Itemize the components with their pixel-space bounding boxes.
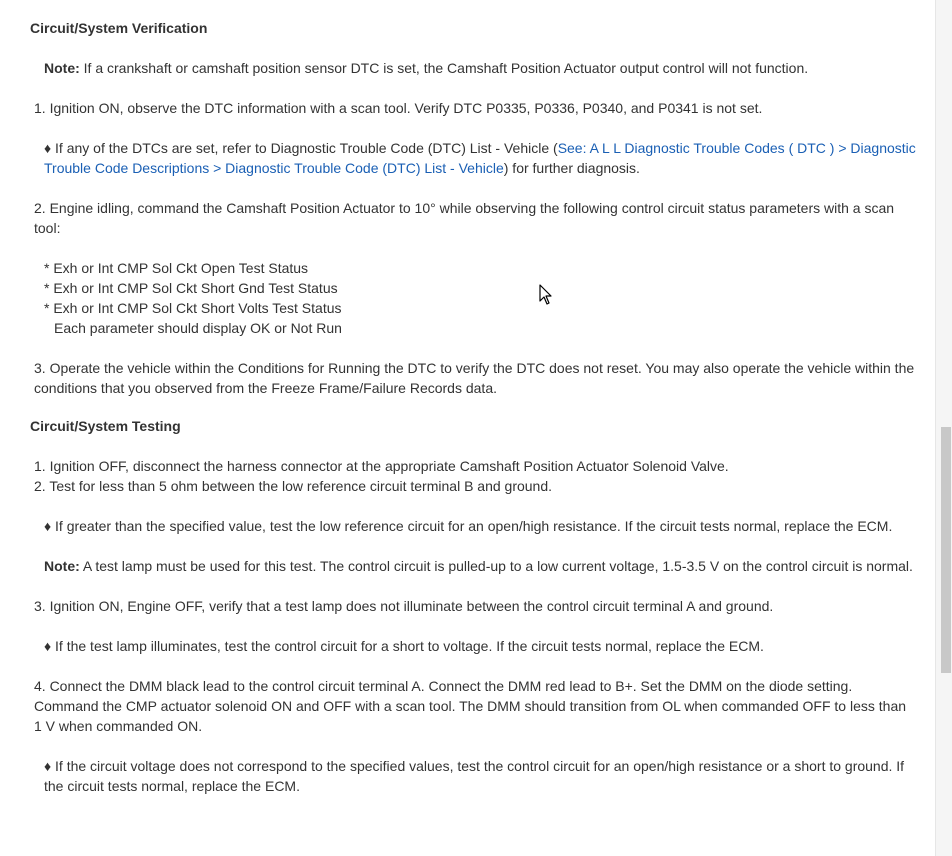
param-item: * Exh or Int CMP Sol Ckt Open Test Status bbox=[44, 260, 309, 276]
document-content bbox=[30, 0, 916, 796]
testing-step-3: 3. Ignition ON, Engine OFF, verify that a test lamp does not illuminate between the control circuit terminal A and ground. bbox=[34, 598, 774, 614]
bullet-text-end: ) for further diagnosis. bbox=[503, 160, 640, 176]
param-item: * Exh or Int CMP Sol Ckt Short Gnd Test Status bbox=[44, 280, 338, 296]
testing-step-2-bullet: ♦ If greater than the specified value, test the low reference circuit for an open/high resistance. If the circuit tests normal, replace the ECM. bbox=[44, 518, 893, 534]
note-text: If a crankshaft or camshaft position sensor DTC is set, the Camshaft Position Actuator output control will not function. bbox=[79, 60, 809, 76]
note-label: Note: bbox=[44, 558, 80, 574]
scrollbar-thumb[interactable] bbox=[941, 427, 951, 673]
note-test-lamp bbox=[30, 556, 916, 576]
verification-step-1-bullet bbox=[30, 138, 916, 178]
verification-step-1: 1. Ignition ON, observe the DTC information with a scan tool. Verify DTC P0335, P0336, P0340, and P0341 is not set. bbox=[34, 100, 763, 116]
verification-step-3: 3. Operate the vehicle within the Conditions for Running the DTC to verify the DTC does not reset. You may also operate the vehicle within the conditions that you observed from the Freeze Frame/Failure Records data. bbox=[34, 360, 915, 396]
note-crank-cam bbox=[30, 58, 916, 78]
note-label: Note: bbox=[44, 60, 80, 76]
mouse-cursor-icon bbox=[539, 284, 553, 306]
params-note: Each parameter should display OK or Not Run bbox=[54, 320, 342, 336]
note-text: A test lamp must be used for this test. The control circuit is pulled-up to a low current voltage, 1.5-3.5 V on the control circuit is normal. bbox=[79, 558, 913, 574]
testing-step-3-bullet: ♦ If the test lamp illuminates, test the control circuit for a short to voltage. If the circuit tests normal, replace the ECM. bbox=[44, 638, 764, 654]
vertical-scrollbar[interactable] bbox=[935, 0, 952, 856]
section-heading-verification: Circuit/System Verification bbox=[30, 20, 208, 36]
testing-step-4-bullet: ♦ If the circuit voltage does not correspond to the specified values, test the control circuit for an open/high resistance or a short to ground. If the circuit tests normal, replace the ECM. bbox=[44, 758, 905, 794]
testing-step-2: 2. Test for less than 5 ohm between the low reference circuit terminal B and ground. bbox=[34, 478, 553, 494]
testing-step-4: 4. Connect the DMM black lead to the control circuit terminal A. Connect the DMM red lead to B+. Set the DMM on the diode setting. Command the CMP actuator solenoid ON and OFF with a scan tool. The DMM should transition from OL when commanded OFF to less than 1 V when commanded ON. bbox=[34, 678, 907, 734]
verification-step-2: 2. Engine idling, command the Camshaft Position Actuator to 10° while observing the following control circuit status parameters with a scan tool: bbox=[34, 200, 895, 236]
param-item: * Exh or Int CMP Sol Ckt Short Volts Test Status bbox=[44, 300, 342, 316]
section-heading-testing: Circuit/System Testing bbox=[30, 418, 181, 434]
dtc-list-link[interactable]: See: A L L Diagnostic Trouble Codes ( DTC ) > Diagnostic Trouble Code Descriptions > Diagnostic Trouble Code (DTC) List - Vehicle bbox=[44, 140, 916, 176]
bullet-text: ♦ If any of the DTCs are set, refer to Diagnostic Trouble Code (DTC) List - Vehicle ( bbox=[44, 140, 558, 156]
testing-step-1: 1. Ignition OFF, disconnect the harness connector at the appropriate Camshaft Position Actuator Solenoid Valve. bbox=[34, 458, 729, 474]
